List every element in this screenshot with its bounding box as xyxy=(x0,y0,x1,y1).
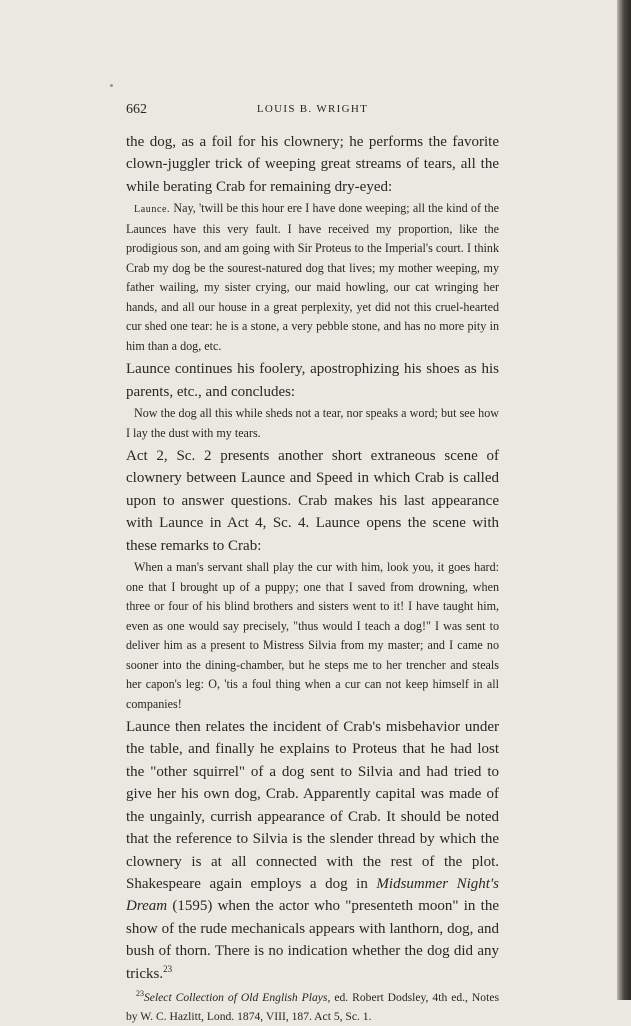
footnote-title: Select Collection of Old English Plays, xyxy=(144,990,331,1004)
paragraph-2: Launce continues his foolery, apostrophizing his shoes as his parents, etc., and concludes: xyxy=(126,361,499,400)
footnote-text: ed. Robert Dodsley, 4th ed., Notes by W. C. Hazlitt, Lond. 1874, VIII, 187. Act 5, Sc. 1. xyxy=(126,990,499,1023)
running-head xyxy=(126,102,499,122)
page-edge-shadow xyxy=(617,0,631,1000)
paragraph-1: the dog, as a foil for his clownery; he performs the favorite clown-juggler trick of weeping great streams of tears, all the while berating Crab for remaining dry-eyed: xyxy=(126,134,499,195)
running-title: LOUIS B. WRIGHT xyxy=(256,103,369,115)
quote-1-text: Nay, 'twill be this hour ere I have done weeping; all the kind of the Launces have this very fault. I have received my proportion, like the prodigious son, and am going with Sir Proteus to the Imperial's court. I think Crab my dog be the sourest-natured dog that lives; my mother weeping, my father wailing, my sister crying, our maid howling, our cat wringing her hands, and all our house in a great perplexity, yet did not this cruel-hearted cur shed one tear: he is a stone, a very pebble stone, and has no more pity in him than a dog, etc. xyxy=(126,201,499,353)
paper-speck xyxy=(110,84,113,87)
paragraph-4-part-b: (1595) when the actor who "presenteth moon" in the show of the rude mechanicals appears with lanthorn, dog, and bush of thorn. There is no indication whether the dog did any tricks. xyxy=(126,898,499,982)
paragraph-4-part-a: Launce then relates the incident of Crab's misbehavior under the table, and finally he explains to Proteus that he had lost the "other squirrel" of a dog sent to Silvia and had tried to give her his own dog, Crab. Apparently capital was made of the ungainly, currish appearance of Crab. It should be noted that the reference to Silvia is the slender thread by which the clownery is at all connected with the rest of the plot. Shakespeare again employs a dog in xyxy=(126,719,499,892)
block-quote-2: Now the dog all this while sheds not a tear, nor speaks a word; but see how I lay the dust with my tears. xyxy=(126,406,499,440)
block-quote-1 xyxy=(126,199,499,356)
footnote xyxy=(126,989,499,1026)
main-text xyxy=(126,131,499,1026)
speaker-name: Launce. xyxy=(134,204,171,216)
footnote-reference: 23 xyxy=(163,963,173,974)
paragraph-4 xyxy=(126,716,499,985)
block-quote-3: When a man's servant shall play the cur with him, look you, it goes hard: one that I brought up of a puppy; one that I saved from drowning, when three or four of his blind brothers and sisters went to it! I have taught him, even as one would say precisely, "thus would I teach a dog!" I was sent to deliver him as a present to Mistress Silvia from my master; and I came no sooner into the dining-chamber, but he steps me to her trencher and steals her capon's leg: O, 'tis a foul thing when a cur can not keep himself in all companies! xyxy=(126,560,499,711)
page-number: 662 xyxy=(126,102,147,117)
footnote-number: 23 xyxy=(136,989,144,999)
play-title: Midsummer Night's Dream xyxy=(126,875,500,915)
paragraph-3: Act 2, Sc. 2 presents another short extraneous scene of clownery between Launce and Speed in which Crab is called upon to answer questions. Crab makes his last appearance with Launce in Act 4, Sc. 4. Launce opens the scene with these remarks to Crab: xyxy=(126,448,499,554)
